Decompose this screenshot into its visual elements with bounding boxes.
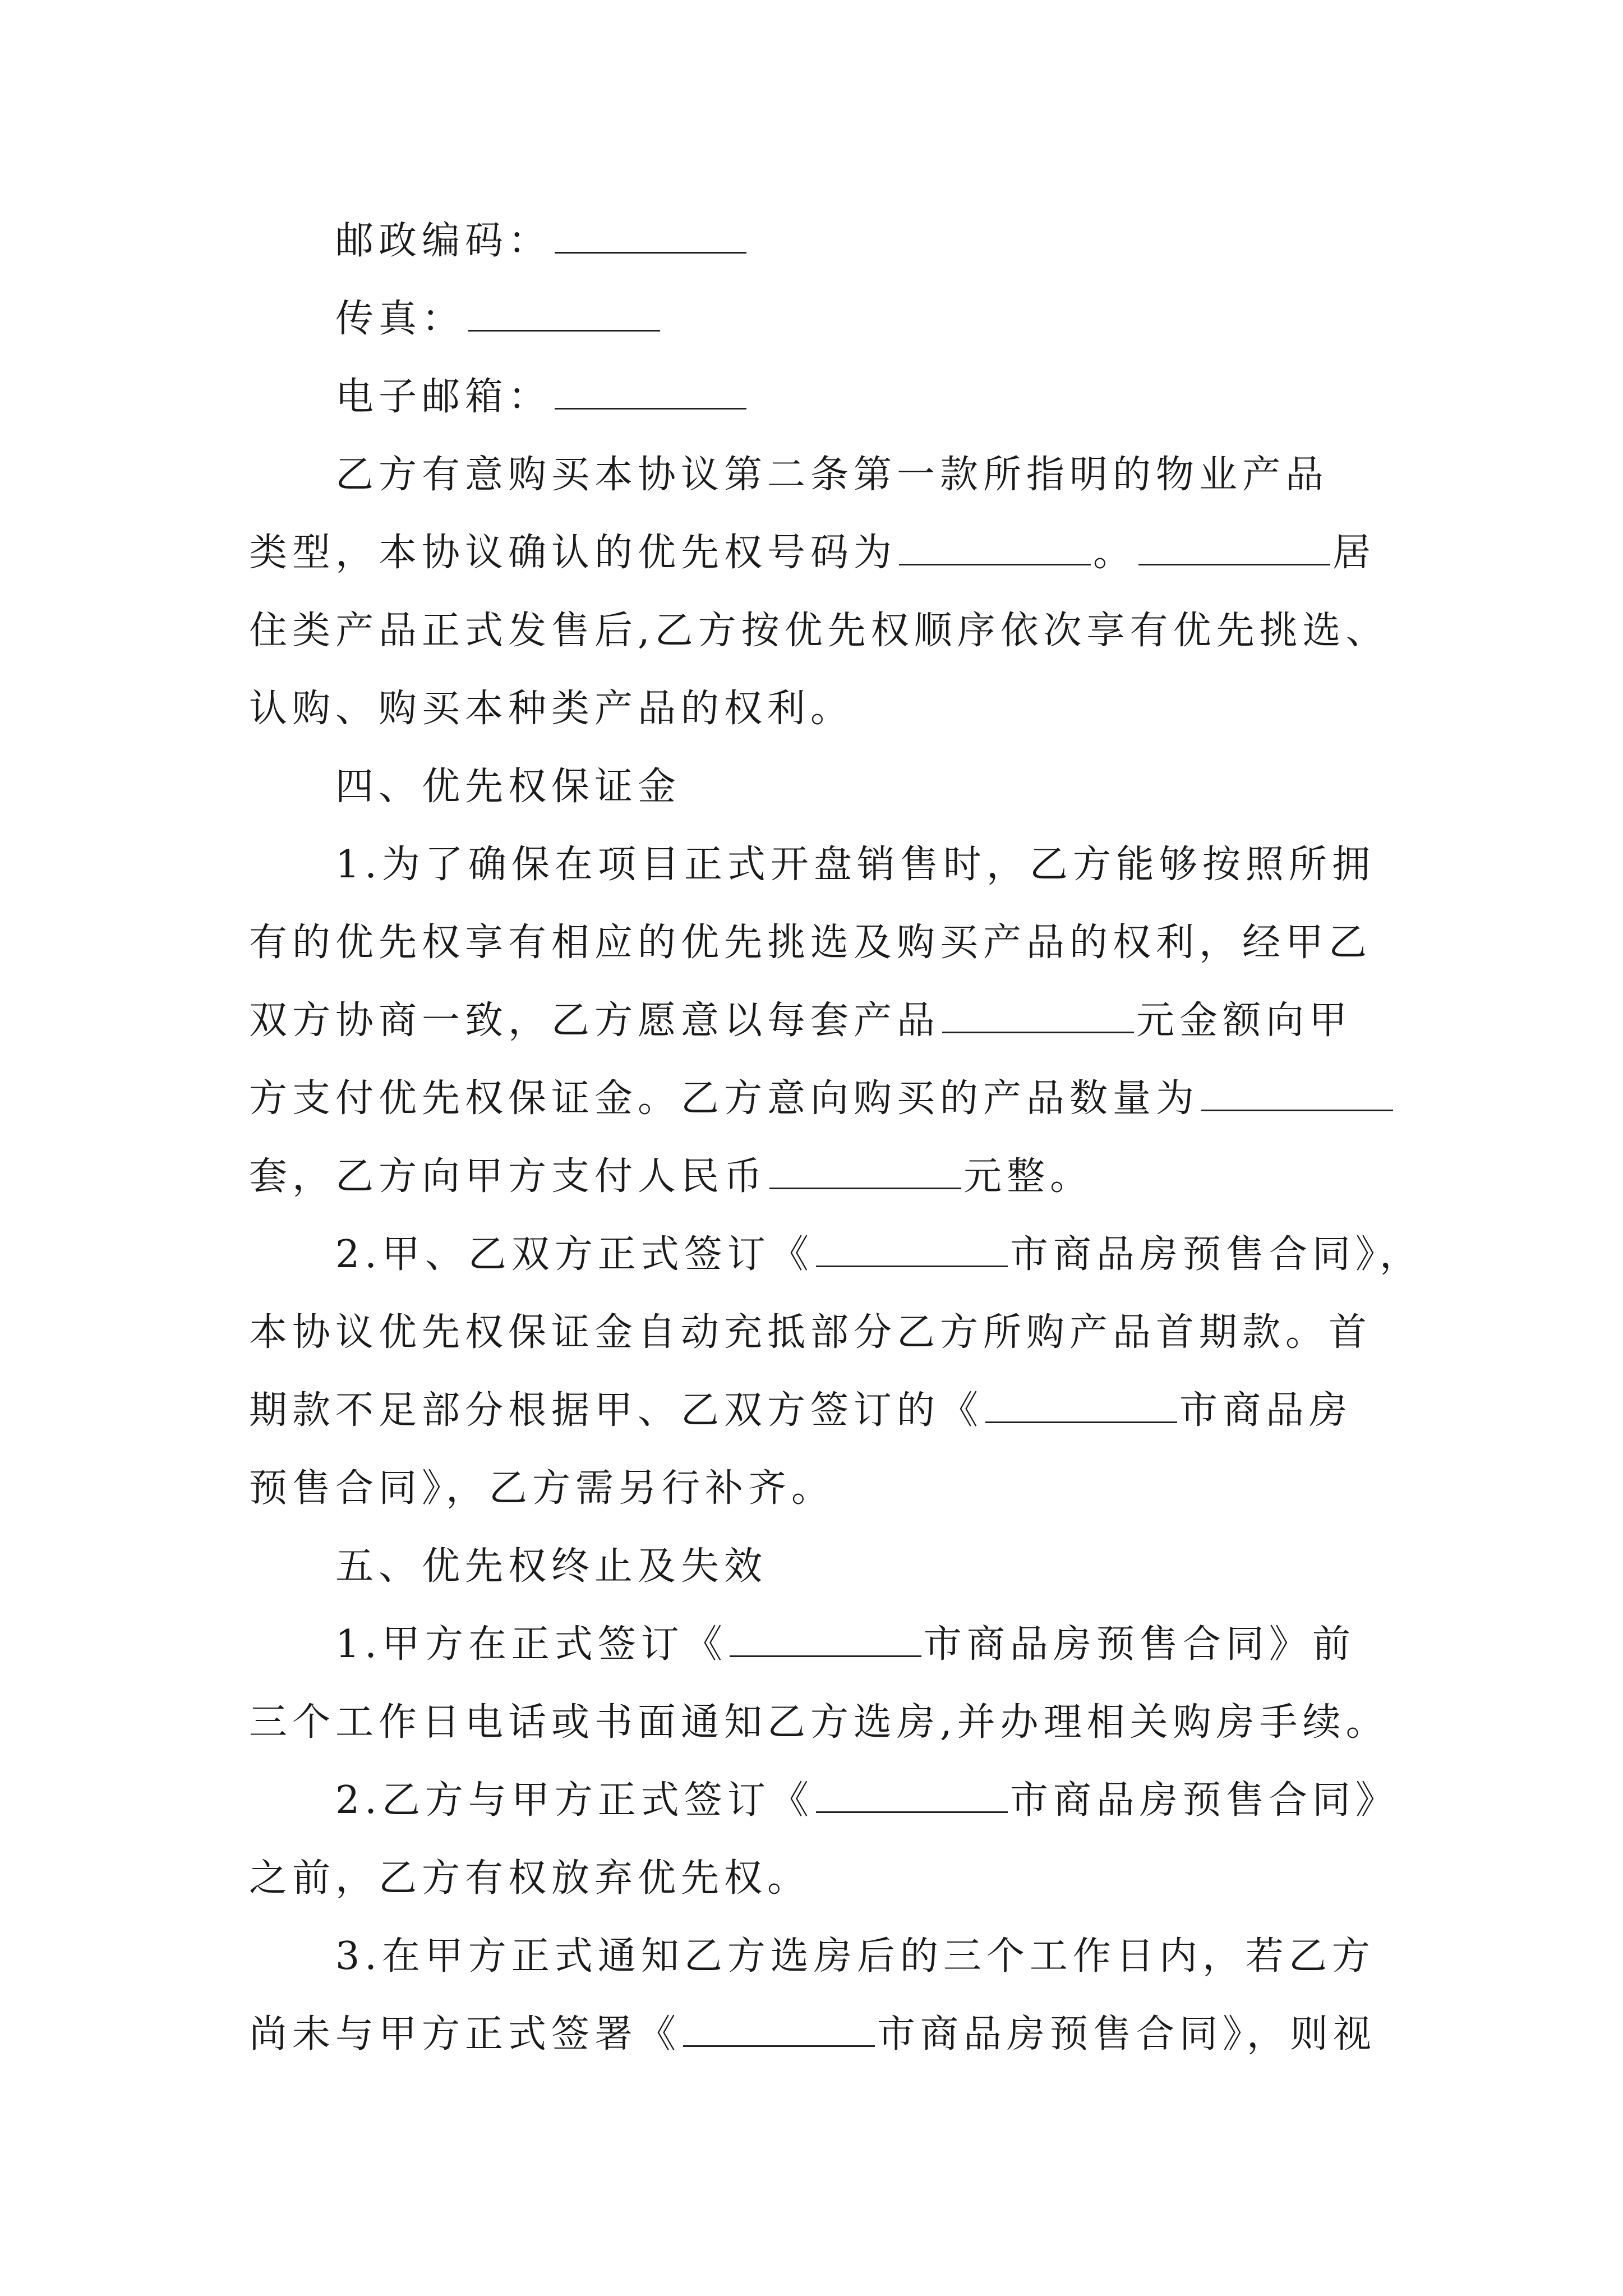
paragraph-line xyxy=(249,1308,1415,1358)
text: 居 xyxy=(1332,531,1376,575)
heading-text: 五、优先权终止及失效 xyxy=(335,1544,768,1589)
text: 预售合同》，乙方需另行补齐。 xyxy=(249,1466,835,1511)
paragraph-line xyxy=(249,1386,1415,1436)
total-amount-blank xyxy=(769,1159,961,1189)
text: 2.乙方与甲方正式签订《 xyxy=(335,1778,814,1823)
text: 1.为了确保在项目正式开盘销售时，乙方能够按照所拥 xyxy=(335,843,1375,887)
text: 之前，乙方有权放弃优先权。 xyxy=(249,1856,811,1901)
text: 3.在甲方正式通知乙方选房后的三个工作日内，若乙方 xyxy=(335,1934,1375,1978)
paragraph-line xyxy=(335,1230,1502,1280)
city-blank xyxy=(985,1393,1177,1423)
paragraph-line xyxy=(335,840,1502,890)
paragraph-line xyxy=(249,684,1415,734)
text: 市商品房 xyxy=(1179,1388,1353,1433)
text: 认购、购买本种类产品的权利。 xyxy=(249,687,854,731)
text: 市商品房预售合同》， xyxy=(1009,1232,1423,1277)
paragraph-line xyxy=(335,1619,1502,1670)
paragraph-line xyxy=(335,1775,1502,1826)
text: 1.甲方在正式签订《 xyxy=(335,1622,727,1667)
city-blank xyxy=(683,2017,875,2047)
text: 乙方有意购买本协议第二条第一款所指明的物业产品 xyxy=(335,453,1329,497)
postal-code-line xyxy=(335,216,1502,266)
paragraph-line xyxy=(249,528,1415,578)
text: 元金额向甲 xyxy=(1136,999,1353,1043)
email-label: 电子邮箱： xyxy=(335,375,552,419)
fax-line xyxy=(335,294,1502,344)
text: 期款不足部分根据甲、乙双方签订的《 xyxy=(249,1388,984,1433)
text: 尚未与甲方正式签署《 xyxy=(249,2012,681,2056)
paragraph-line xyxy=(249,918,1415,968)
city-blank xyxy=(816,1783,1008,1813)
text: 有的优先权享有相应的优先挑选及购买产品的权利，经甲乙 xyxy=(249,921,1372,965)
paragraph-line xyxy=(249,1074,1415,1124)
city-blank xyxy=(816,1237,1008,1267)
text: 方支付优先权保证金。乙方意向购买的产品数量为 xyxy=(249,1076,1200,1121)
fax-blank xyxy=(468,302,660,332)
amount-per-unit-blank xyxy=(942,1004,1134,1033)
text: 市商品房预售合同》，则视 xyxy=(877,2012,1377,2056)
text: 套，乙方向甲方支付人民币 xyxy=(249,1154,768,1199)
paragraph-line xyxy=(335,1931,1502,1982)
paragraph-line xyxy=(249,1464,1415,1514)
text: 类型，本协议确认的优先权号码为 xyxy=(249,531,897,575)
section-heading-5 xyxy=(335,1542,1502,1592)
email-blank xyxy=(555,380,746,409)
text: 市商品房预售合同》前 xyxy=(923,1622,1355,1667)
product-type-blank xyxy=(1138,536,1330,565)
paragraph-line xyxy=(249,996,1415,1046)
heading-text: 四、优先权保证金 xyxy=(335,765,681,809)
city-blank xyxy=(730,1627,921,1657)
postal-code-blank xyxy=(555,224,746,254)
text: 住类产品正式发售后,乙方按优先权顺序依次享有优先挑选、 xyxy=(249,609,1389,653)
priority-number-blank xyxy=(899,536,1091,565)
email-line xyxy=(335,372,1502,422)
paragraph-line xyxy=(249,2009,1415,2060)
text: 元整。 xyxy=(963,1154,1094,1199)
quantity-blank xyxy=(1201,1082,1393,1111)
postal-code-label: 邮政编码： xyxy=(335,219,552,263)
text: 双方协商一致，乙方愿意以每套产品 xyxy=(249,999,940,1043)
text: 市商品房预售合同》 xyxy=(1009,1778,1399,1823)
text: 三个工作日电话或书面通知乙方选房,并办理相关购房手续。 xyxy=(249,1700,1389,1745)
fax-label: 传真： xyxy=(335,297,465,341)
text: 。 xyxy=(1093,531,1137,575)
paragraph-line xyxy=(249,1853,1415,1904)
section-heading-4 xyxy=(335,762,1502,812)
paragraph-line xyxy=(249,1152,1415,1202)
paragraph-line xyxy=(249,606,1415,656)
paragraph-line xyxy=(249,1697,1415,1748)
text: 本协议优先权保证金自动充抵部分乙方所购产品首期款。首 xyxy=(249,1310,1372,1355)
text: 2.甲、乙双方正式签订《 xyxy=(335,1232,814,1277)
paragraph-line xyxy=(335,450,1502,500)
